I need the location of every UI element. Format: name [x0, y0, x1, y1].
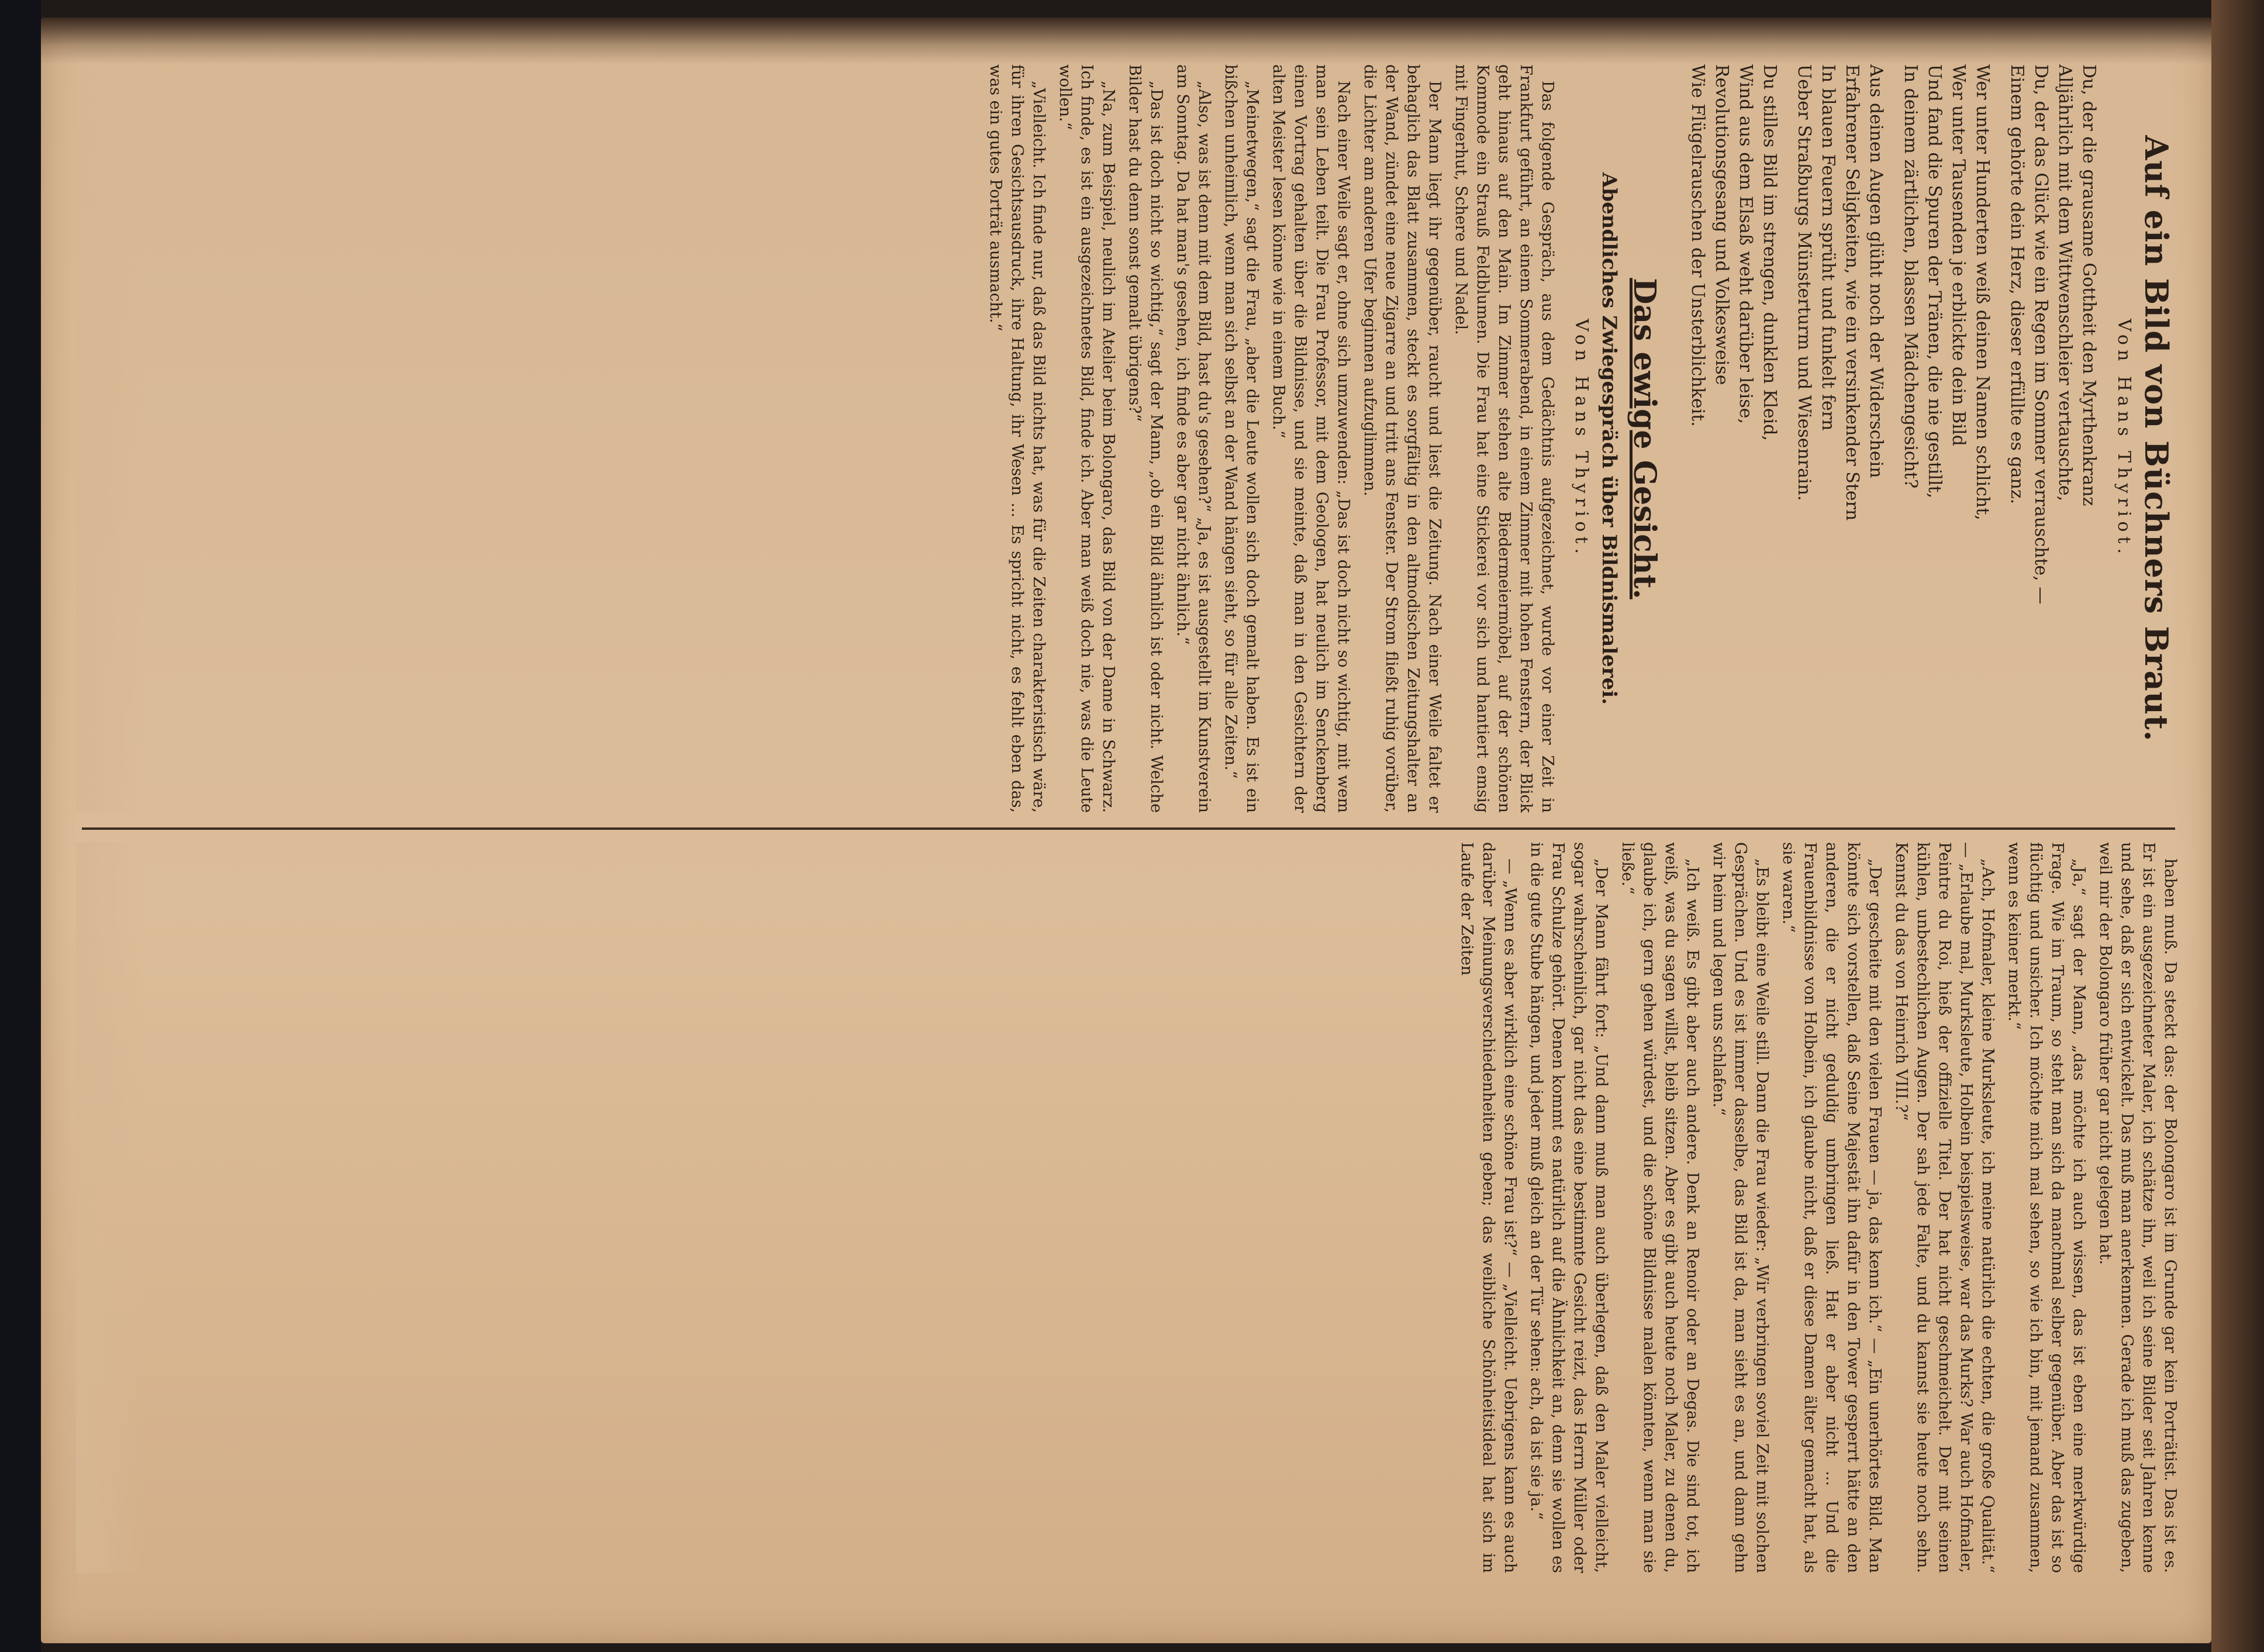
article1-title: Auf ein Bild von Büchners Braut.: [2138, 135, 2175, 742]
paragraph: Der Mann liegt ihr gegenüber, raucht und liest die Zeitung. Nach einer Weile faltet er behaglich das Blatt zusammen, steckt es sorgfältig in den altmodischen Zeitungshalter an der Wand, zündet eine neue Zigarre an und tritt ans Fenster. Der Strom fließt ruhig vorüber, die Lichter am anderen Ufer beginnen aufzuglimmen.: [1361, 64, 1444, 813]
page-edge-stack: [2211, 0, 2264, 1652]
paragraph: Das folgende Gespräch, aus dem Gedächtnis aufgezeichnet, wurde vor einer Zeit in Frankfurt geführt, an einem Sommerabend, in einem Zimmer mit hohen Fenstern, der Blick geht hinaus auf den Main. Im Zimmer stehen alte Biedermeiermöbel, auf der schönen Kommode ein Strauß Feldblumen. Die Frau hat eine Stickerei vor sich und hantiert emsig mit Fingerhut, Schere und Nadel.: [1452, 64, 1556, 813]
paragraph: „Es bleibt eine Weile still. Dann die Frau wieder: „Wir verbringen soviel Zeit mit solchen Gesprächen. Und es ist immer dasselbe, das Bild ist da, man sieht es an, und dann gehn wir heim und legen uns schlafen.“: [1710, 842, 1771, 1573]
paragraph: „Der gescheite mit den vielen Frauen — ja, das kenn ich.“ — „Ein unerhörtes Bild. Man könnte sich vorstellen, daß Seine Majestät ihn dafür in den Tower gesperrt hätte an den anderen, die er nicht geduldig umbringen ließ. Hat er aber nicht ... Und die Frauenbildnisse von Holbein, ich glaube nicht, daß er diese Damen älter gemacht hat, als sie waren.“: [1779, 842, 1884, 1573]
column-rule: [82, 827, 2175, 830]
poem-stanza: Du, der die grausame Gottheit den Myrthenkranz Alljährlich mit dem Wittwenschleier vertauschte, Du, der das Glück wie ein Regen im Sommer verrauschte, — Einem gehörte dein Herz, dieser erfüllte es ganz.: [2007, 64, 2099, 605]
paragraph: haben muß. Da steckt das: der Bolongaro ist im Grunde gar kein Porträtist. Das ist es. Er ist ein ausgezeichneter Maler, ich schätze ihn, weil ich seine Bilder seit Jahren kenne und sehe, daß er sich entwickelt. Das muß man anerkennen. Gerade ich muß das zugeben, weil mir der Bolongaro früher gar nicht gelegen hat.: [2096, 842, 2179, 1573]
paragraph: „Ich weiß. Es gibt aber auch andere. Denk an Renoir oder an Degas. Die sind tot, ich weiß, was du sagen willst, bleib sitzen. Aber es gibt auch heute noch Maler, zu denen du, glaube ich, gern gehen würdest, und die schöne Bildnisse malen könnten, wenn man sie ließe.“: [1618, 842, 1702, 1573]
article2-byline: Von Hans Thyriot.: [1571, 319, 1592, 558]
paragraph: „Also, was ist denn mit dem Bild, hast du's gesehen?“ „Ja, es ist ausgestellt im Kunstverein am Sonntag. Da hat man's gesehen, ich finde es aber gar nicht ähnlich.“: [1174, 64, 1213, 813]
rotated-text-block: [64, 41, 2181, 1591]
column-fade: [76, 64, 146, 813]
article2-right-text: [1456, 842, 2181, 1573]
paragraph: „Das ist doch nicht so wichtig,“ sagt der Mann, „ob ein Bild ähnlich ist oder nicht. Welche Bilder hast du denn sonst gemalt übrigens?“: [1126, 64, 1165, 813]
article2-title: Das ewige Gesicht.: [1627, 278, 1662, 599]
dark-background-edge: [0, 0, 41, 1652]
poem: [1686, 64, 2101, 813]
poem-stanza: Aus deinen Augen glüht noch der Widerschein Erfahrener Seligkeiten, wie ein versinkender Stern In blauen Feuern sprüht und funkelt fern Ueber Straßburgs Münsterturm und Wiesenrain.: [1794, 64, 1886, 521]
right-column: [76, 842, 2181, 1573]
poem-stanza: Wer unter Hunderten weiß deinen Namen schlicht, Wer unter Tausenden je erblickte dein Bild Und fand die Spuren der Tränen, die nie gestillt, In deinem zärtlichen, blassen Mädchengesicht?: [1900, 64, 1993, 520]
paragraph: „Meinetwegen,“ sagt die Frau, „aber die Leute wollen sich doch gemalt haben. Es ist ein bißchen unheimlich, wenn man sich selbst an der Wand hängen sieht, so für alle Zeiten.“: [1221, 64, 1261, 813]
poem-stanza: Du stilles Bild im strengen, dunklen Kleid, Wind aus dem Elsaß weht darüber leise, Revolutionsgesang und Volkesweise Wie Flügelrauschen der Unsterblichkeit.: [1687, 64, 1780, 441]
paragraph: „Vielleicht. Ich finde nur, daß das Bild nichts hat, was für die Zeiten charakteristisch wäre, für ihren Gesichtsausdruck, ihre Haltung, ihr Wesen ... Es spricht nicht, es fehlt eben das, was ein gutes Porträt ausmacht.“: [986, 64, 1048, 813]
article2-left-text: [985, 64, 1558, 813]
article2-subtitle: Abendliches Zwiegespräch über Bildnismalerei.: [1597, 172, 1621, 705]
paragraph: — „Wenn es aber wirklich eine schöne Frau ist?“ — „Vielleicht. Uebrigens kann es auch darüber Meinungsverschiedenheiten geben; das weibliche Schönheitsideal hat sich im Laufe der Zeiten: [1458, 842, 1519, 1573]
paragraph: „Ja,“ sagt der Mann, „das möchte ich auch wissen, das ist eben eine merkwürdige Frage. Wie im Traum, so steht man sich da manchmal selber gegenüber. Aber das ist so flüchtig und unsicher. Ich möchte mich mal sehen, so wie ich bin, mit jemand zusammen, wenn es keiner merkt.“: [2005, 842, 2088, 1573]
article1-byline: Von Hans Thyriot.: [2114, 319, 2134, 558]
paragraph: „Na, zum Beispiel, neulich im Atelier beim Bolongaro, das Bild von der Dame in Schwarz. Ich finde, es ist ein ausgezeichnetes Bild, finde ich. Aber man weiß doch nie, was die Leute wollen.“: [1056, 64, 1117, 813]
paragraph: „Ach, Hofmaler, kleine Murksleute, ich meine natürlich die echten, die große Qualität.“ — „Erlaube mal, Murksleute, Holbein beispielsweise, war das Murks? War auch Hofmaler, Peintre du Roi, hieß der offizielle Titel. Der hat nicht geschmeichelt. Der mit seinen kühlen, unbestechlichen Augen. Der sah jede Falte, und du kannst sie heute noch sehn. Kennst du das von Heinrich VIII.?“: [1892, 842, 1997, 1573]
column-fade: [76, 842, 146, 1573]
left-column: [76, 64, 2181, 813]
paragraph: „Der Mann fährt fort: „Und dann muß man auch überlegen, daß den Maler vielleicht, sogar wahrscheinlich, gar nicht das eine bestimmte Gesicht reizt, das Herrn Müller oder Frau Schulze gehört. Denen kommt es natürlich auf die Ähnlichkeit an, denn sie wollen es in die gute Stube hängen, und jeder muß gleich an der Tür sehen: ach, da ist sie ja.“: [1527, 842, 1610, 1573]
paragraph: Nach einer Weile sagt er, ohne sich umzuwenden: „Das ist doch nicht so wichtig, mit wem man sein Leben teilt. Die Frau Professor, mit dem Geologen, hat neulich im Senckenberg einen Vortrag gehalten über die Bildnisse, und sie meinte, daß man in den Gesichtern der alten Meister lesen könne wie in einem Buch.“: [1269, 64, 1352, 813]
